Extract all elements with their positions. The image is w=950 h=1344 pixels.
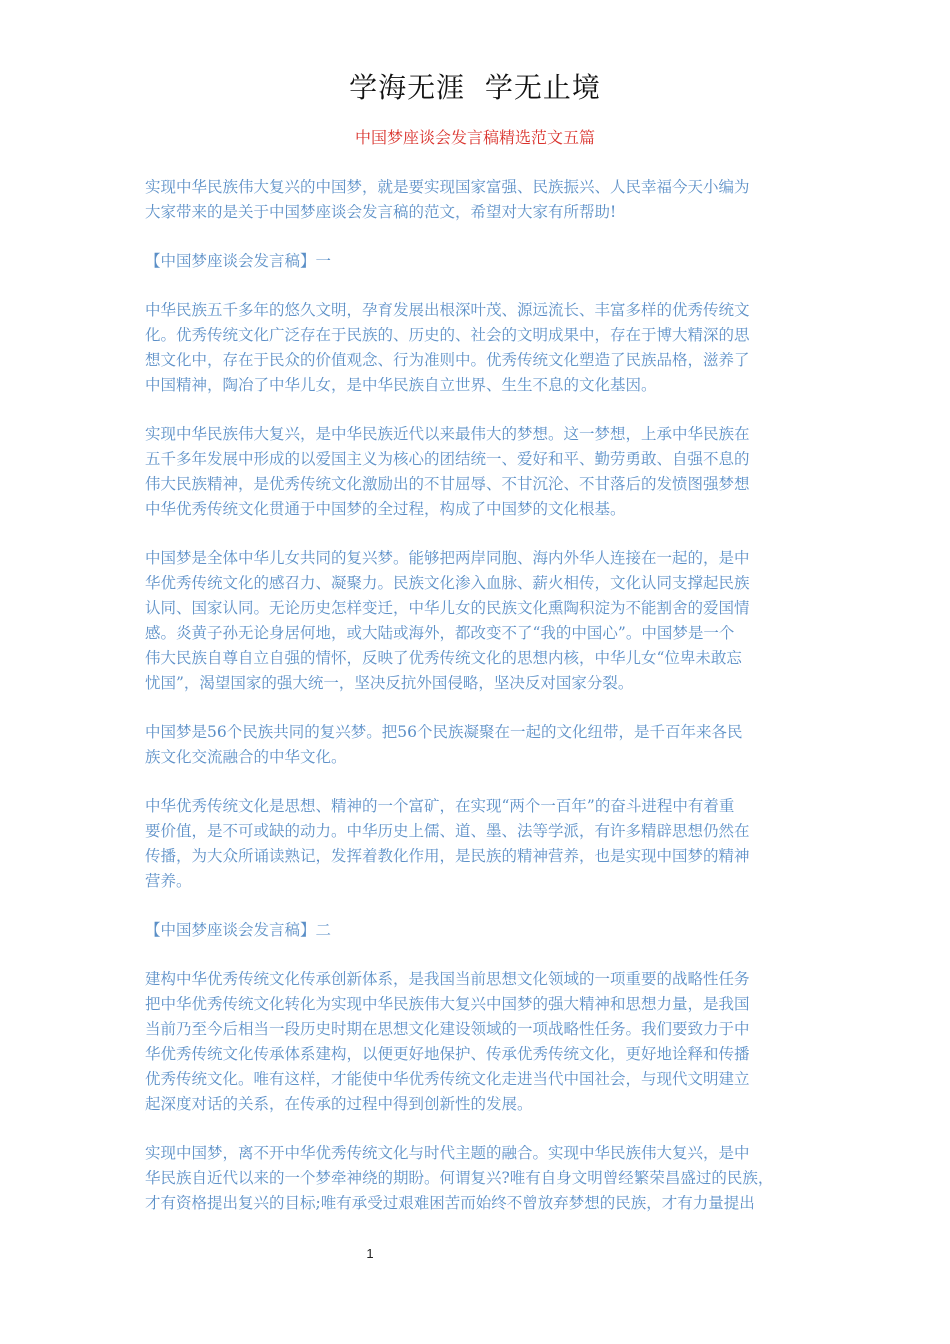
document-title: 中国梦座谈会发言稿精选范文五篇 [354,128,595,147]
text-line: 才有资格提出复兴的目标;唯有承受过艰难困苦而始终不曾放弃梦想的民族，才有力量提出 [145,1194,755,1212]
text-line: 【中国梦座谈会发言稿】一 [145,252,332,270]
text-line: 实现中国梦，离不开中华优秀传统文化与时代主题的融合。实现中华民族伟大复兴，是中 [145,1144,750,1162]
text-line: 大家带来的是关于中国梦座谈会发言稿的范文，希望对大家有所帮助! [145,203,617,221]
text-line: 伟大民族精神，是优秀传统文化激励出的不甘屈辱、不甘沉沦、不甘落后的发愤图强梦想 [145,475,750,493]
text-line: 华优秀传统文化传承体系建构，以便更好地保护、传承优秀传统文化，更好地诠释和传播 [145,1045,750,1063]
paragraph [145,175,810,225]
text-line: 把中华优秀传统文化转化为实现中华民族伟大复兴中国梦的强大精神和思想力量，是我国 [145,995,750,1013]
text-line: 起深度对话的关系，在传承的过程中得到创新性的发展。 [145,1095,533,1113]
text-line: 中国梦是56个民族共同的复兴梦。把56个民族凝聚在一起的文化纽带，是千百年来各民 [145,723,743,741]
paragraph [145,794,810,894]
text-line: 族文化交流融合的中华文化。 [145,748,347,766]
text-line: 当前乃至今后相当一段历史时期在思想文化建设领域的一项战略性任务。我们要致力于中 [145,1020,750,1038]
text-line: 想文化中，存在于民众的价值观念、行为准则中。优秀传统文化塑造了民族品格，滋养了 [145,351,750,369]
document-body [145,175,810,1240]
paragraph [145,967,810,1117]
text-line: 优秀传统文化。唯有这样，才能使中华优秀传统文化走进当代中国社会，与现代文明建立 [145,1070,750,1088]
section-heading [145,918,810,943]
text-line: 实现中华民族伟大复兴，是中华民族近代以来最伟大的梦想。这一梦想，上承中华民族在 [145,425,750,443]
section-heading [145,249,810,274]
text-line: 伟大民族自尊自立自强的情怀，反映了优秀传统文化的思想内核，中华儿女“位卑未敢忘 [145,649,742,667]
text-line: 实现中华民族伟大复兴的中国梦，就是要实现国家富强、民族振兴、人民幸福今天小编为 [145,178,750,196]
text-line: 华优秀传统文化的感召力、凝聚力。民族文化渗入血脉、薪火相传，文化认同支撑起民族 [145,574,750,592]
text-line: 华民族自近代以来的一个梦牵神绕的期盼。何谓复兴?唯有自身文明曾经繁荣昌盛过的民族， [145,1169,774,1187]
text-line: 中华优秀传统文化贯通于中国梦的全过程，构成了中国梦的文化根基。 [145,500,626,518]
paragraph [145,1141,810,1216]
text-line: 中国精神，陶冶了中华儿女，是中华民族自立世界、生生不息的文化基因。 [145,376,657,394]
text-line: 建构中华优秀传统文化传承创新体系，是我国当前思想文化领域的一项重要的战略性任务 [145,970,750,988]
text-line: 营养。 [145,872,192,890]
paragraph [145,298,810,398]
text-line: 忧国”，渴望国家的强大统一，坚决反抗外国侵略，坚决反对国家分裂。 [145,674,634,692]
text-line: 中华优秀传统文化是思想、精神的一个富矿，在实现“两个一百年”的奋斗进程中有着重 [145,797,735,815]
text-line: 感。炎黄子孙无论身居何地，或大陆或海外，都改变不了“我的中国心”。中国梦是一个 [145,624,735,642]
text-line: 中国梦是全体中华儿女共同的复兴梦。能够把两岸同胞、海内外华人连接在一起的，是中 [145,549,750,567]
page-number: 1 [366,1246,374,1261]
text-line: 化。优秀传统文化广泛存在于民族的、历史的、社会的文明成果中，存在于博大精深的思 [145,326,750,344]
paragraph [145,422,810,522]
paragraph [145,546,810,696]
text-line: 要价值，是不可或缺的动力。中华历史上儒、道、墨、法等学派，有许多精辟思想仍然在 [145,822,750,840]
text-line: 【中国梦座谈会发言稿】二 [145,921,332,939]
text-line: 传播，为大众所诵读熟记，发挥着教化作用，是民族的精神营养，也是实现中国梦的精神 [145,847,750,865]
paragraph [145,720,810,770]
text-line: 认同、国家认同。无论历史怎样变迁，中华儿女的民族文化熏陶积淀为不能割舍的爱国情 [145,599,750,617]
text-line: 中华民族五千多年的悠久文明，孕育发展出根深叶茂、源远流长、丰富多样的优秀传统文 [145,301,750,319]
text-line: 五千多年发展中形成的以爱国主义为核心的团结统一、爱好和平、勤劳勇敢、自强不息的 [145,450,750,468]
header-title: 学海无涯 学无止境 [349,71,601,104]
